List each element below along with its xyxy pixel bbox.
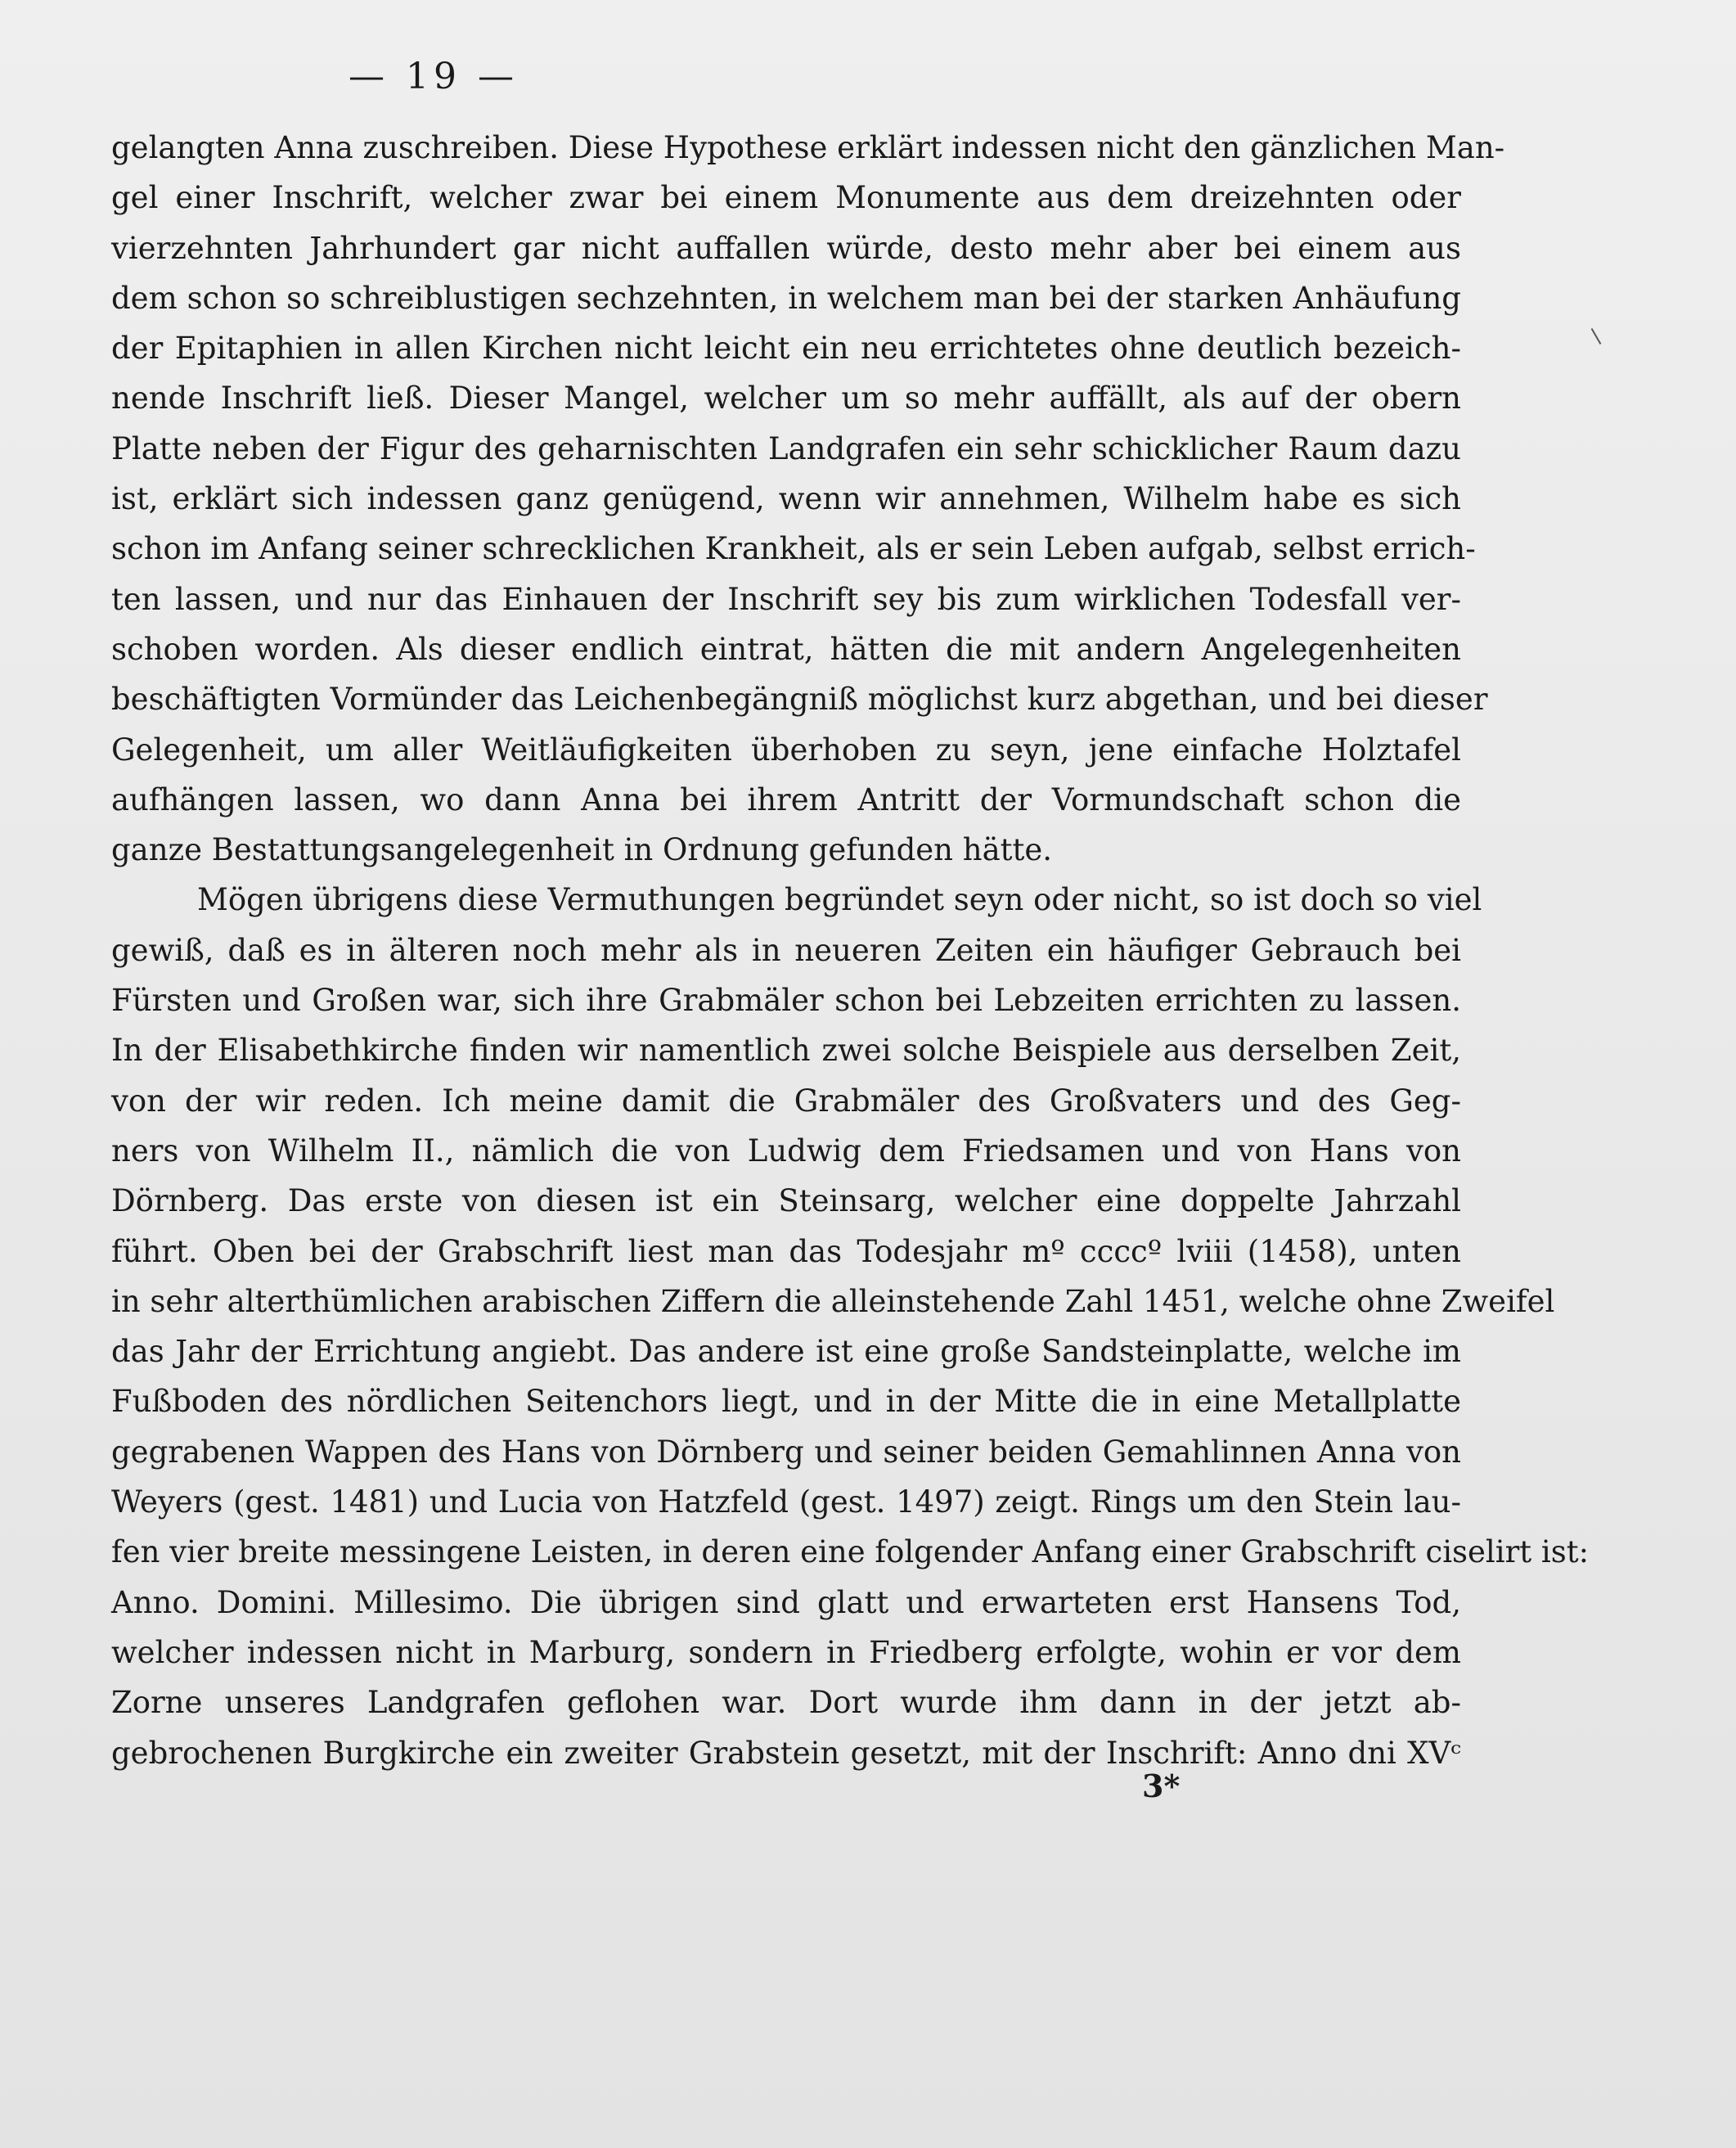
text-line: Weyers (gest. 1481) und Lucia von Hatzfeld (gest. 1497) zeigt. Rings um den Stein lau- <box>111 1484 1461 1520</box>
text-line: dem schon so schreiblustigen sechzehnten, in welchem man bei der starken Anhäufung <box>111 280 1461 316</box>
text-line: Anno. Domini. Millesimo. Die übrigen sind glatt und erwarteten erst Hansens Tod, <box>111 1584 1461 1620</box>
paragraph-start-line: Mögen übrigens diese Vermuthungen begründet seyn oder nicht, so ist doch so viel <box>197 882 1482 918</box>
text-line: in sehr alterthümlichen arabischen Ziffern die alleinstehende Zahl 1451, welche ohne Zweifel <box>111 1283 1555 1319</box>
text-line: Fürsten und Großen war, sich ihre Grabmäler schon bei Lebzeiten errichten zu lassen. <box>111 983 1461 1019</box>
text-line: ten lassen, und nur das Einhauen der Inschrift sey bis zum wirklichen Todesfall ver- <box>111 581 1461 617</box>
text-line: welcher indessen nicht in Marburg, sondern in Friedberg erfolgte, wohin er vor dem <box>111 1634 1461 1670</box>
text-line: nende Inschrift ließ. Dieser Mangel, welcher um so mehr auffällt, als auf der obern <box>111 381 1461 417</box>
text-line: das Jahr der Errichtung angiebt. Das andere ist eine große Sandsteinplatte, welche im <box>111 1334 1461 1370</box>
text-line: schoben worden. Als dieser endlich eintrat, hätten die mit andern Angelegenheiten <box>111 631 1461 667</box>
text-line: vierzehnten Jahrhundert gar nicht auffallen würde, desto mehr aber bei einem aus <box>111 230 1461 266</box>
text-line: ist, erklärt sich indessen ganz genügend, wenn wir annehmen, Wilhelm habe es sich <box>111 481 1461 517</box>
signature-mark: 3* <box>1142 1767 1181 1804</box>
page-number: — 19 — <box>349 56 519 97</box>
text-line: gewiß, daß es in älteren noch mehr als in neueren Zeiten ein häufiger Gebrauch bei <box>111 932 1461 968</box>
text-line: schon im Anfang seiner schrecklichen Krankheit, als er sein Leben aufgab, selbst errich- <box>111 531 1476 567</box>
text-line: von der wir reden. Ich meine damit die Grabmäler des Großvaters und des Geg- <box>111 1083 1461 1119</box>
text-line: gel einer Inschrift, welcher zwar bei einem Monumente aus dem dreizehnten oder <box>111 180 1461 216</box>
text-line: beschäftigten Vormünder das Leichenbegängniß möglichst kurz abgethan, und bei dieser <box>111 682 1488 718</box>
text-line: aufhängen lassen, wo dann Anna bei ihrem Antritt der Vormundschaft schon die <box>111 781 1461 817</box>
body-text <box>111 123 1590 1778</box>
text-line: Dörnberg. Das erste von diesen ist ein Steinsarg, welcher eine doppelte Jahrzahl <box>111 1183 1461 1219</box>
text-line: gegrabenen Wappen des Hans von Dörnberg und seiner beiden Gemahlinnen Anna von <box>111 1434 1461 1470</box>
text-line: gelangten Anna zuschreiben. Diese Hypothese erklärt indessen nicht den gänzlichen Man- <box>111 130 1505 165</box>
text-line: führt. Oben bei der Grabschrift liest man das Todesjahr mº ccccº lviii (1458), unten <box>111 1233 1461 1269</box>
text-line: fen vier breite messingene Leisten, in deren eine folgender Anfang einer Grabschrift ciselirt ist: <box>111 1534 1590 1570</box>
margin-mark <box>1591 328 1602 344</box>
text-line: der Epitaphien in allen Kirchen nicht leicht ein neu errichtetes ohne deutlich bezeich- <box>111 331 1461 367</box>
text-line: In der Elisabethkirche finden wir namentlich zwei solche Beispiele aus derselben Zeit, <box>111 1033 1461 1069</box>
text-line: Zorne unseres Landgrafen geflohen war. Dort wurde ihm dann in der jetzt ab- <box>111 1685 1461 1721</box>
text-line: Fußboden des nördlichen Seitenchors liegt, und in der Mitte die in eine Metallplatte <box>111 1384 1461 1420</box>
text-line: ners von Wilhelm II., nämlich die von Ludwig dem Friedsamen und von Hans von <box>111 1133 1461 1169</box>
text-line: gebrochenen Burgkirche ein zweiter Grabstein gesetzt, mit der Inschrift: Anno dni XVᶜ <box>111 1735 1461 1771</box>
text-line: Platte neben der Figur des geharnischten Landgrafen ein sehr schicklicher Raum dazu <box>111 430 1461 466</box>
paragraph-end-line: ganze Bestattungsangelegenheit in Ordnung gefunden hätte. <box>111 832 1053 868</box>
text-line: Gelegenheit, um aller Weitläufigkeiten überhoben zu seyn, jene einfache Holztafel <box>111 732 1461 768</box>
